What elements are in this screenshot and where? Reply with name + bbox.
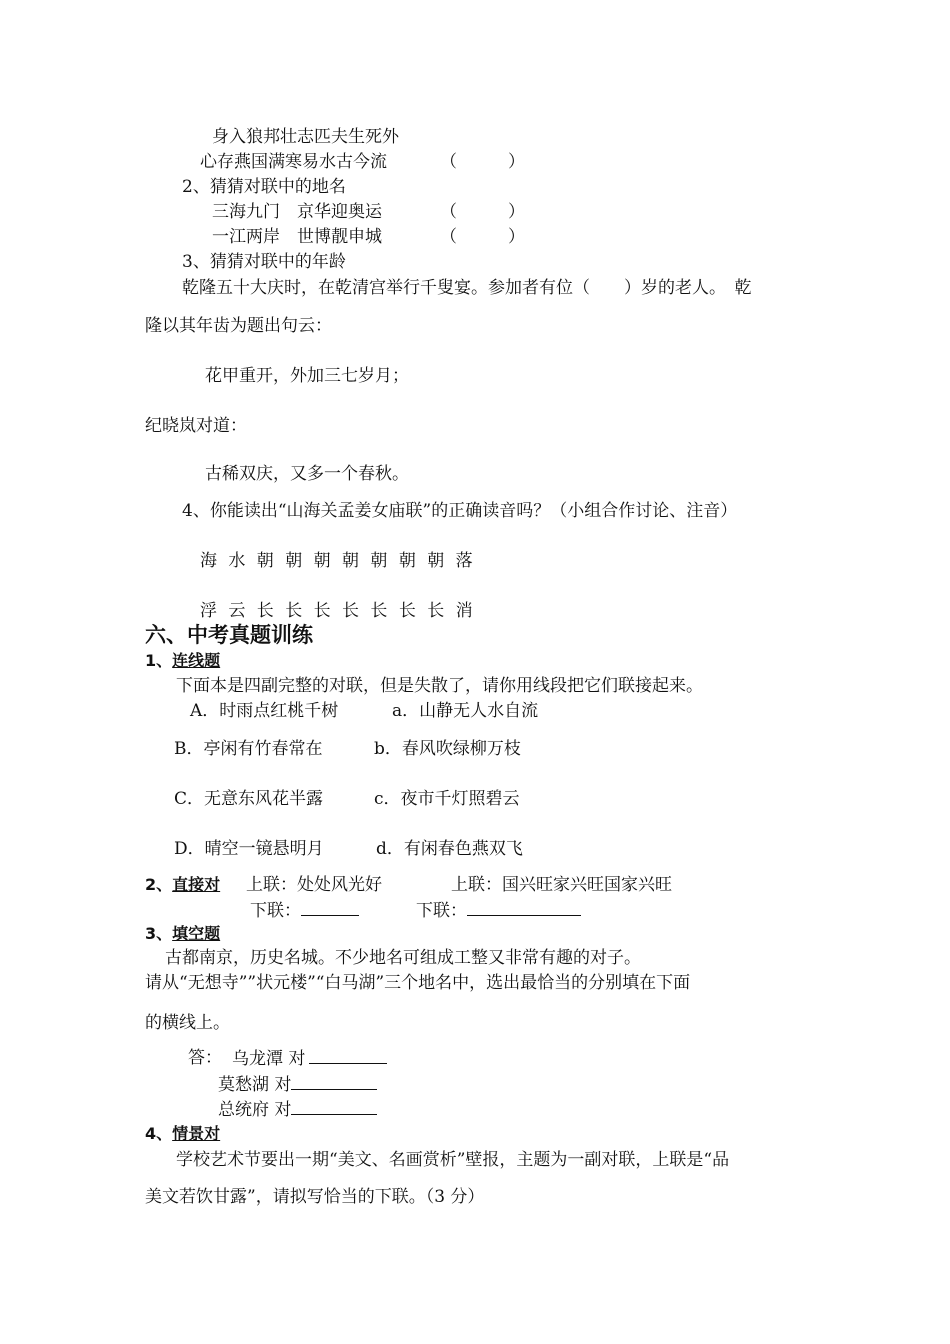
answer-blank[interactable] bbox=[467, 899, 581, 916]
answer-blank[interactable] bbox=[309, 1047, 387, 1064]
matching-left-item: B．亭闲有竹春常在 bbox=[174, 739, 323, 759]
fill-item bbox=[232, 1047, 387, 1070]
place-couplet-1: 三海九门 京华迎奥运 bbox=[212, 202, 382, 222]
fill-item bbox=[218, 1073, 377, 1096]
fill-item-label: 总统府 对 bbox=[218, 1100, 292, 1120]
fill-item-label: 乌龙潭 对 bbox=[232, 1049, 306, 1069]
matching-left-item: A．时雨点红桃千树 bbox=[190, 701, 339, 721]
matching-right-item: a．山静无人水自流 bbox=[392, 701, 539, 721]
direct-lower-2 bbox=[416, 899, 581, 922]
fill-text-2: 请从“无想寺””状元楼”“白马湖”三个地名中，选出最恰当的分别填在下面 bbox=[145, 973, 691, 993]
temple-couplet-lower: 浮 云 长 长 长 长 长 长 长 消 bbox=[200, 601, 476, 621]
lower-label: 下联： bbox=[250, 901, 301, 921]
fill-text-3: 的横线上。 bbox=[145, 1013, 230, 1033]
subsection-number: 3、 bbox=[145, 924, 173, 943]
matching-left-item: C．无意东风花半露 bbox=[174, 789, 324, 809]
subsection-title: 直接对 bbox=[172, 875, 221, 894]
answer-blank[interactable] bbox=[301, 899, 359, 916]
matching-right-item: d．有闲春色燕双飞 bbox=[376, 839, 523, 859]
fill-item-label: 莫愁湖 对 bbox=[218, 1075, 292, 1095]
subsection-number: 2、 bbox=[145, 875, 173, 894]
answer-blank[interactable] bbox=[291, 1098, 377, 1115]
fill-text-1: 古都南京，历史名城。不少地名可组成工整又非常有趣的对子。 bbox=[165, 948, 641, 968]
subsection-1-heading bbox=[145, 650, 220, 672]
scenario-text-1: 学校艺术节要出一期“美文、名画赏析”壁报，主题为一副对联，上联是“品 bbox=[176, 1150, 730, 1170]
matching-right-item: b．春风吹绿柳万枝 bbox=[374, 739, 521, 759]
lower-label: 下联： bbox=[416, 901, 467, 921]
subsection-4-heading bbox=[145, 1123, 220, 1145]
temple-couplet-upper: 海 水 朝 朝 朝 朝 朝 朝 朝 落 bbox=[200, 551, 476, 571]
question-3-title: 3、猜猜对联中的年龄 bbox=[182, 252, 346, 272]
direct-upper-2: 上联：国兴旺家兴旺国家兴旺 bbox=[451, 875, 672, 895]
fill-item bbox=[218, 1098, 377, 1121]
ji-xiaolan-line: 纪晓岚对道： bbox=[145, 416, 247, 436]
subsection-2-heading bbox=[145, 874, 220, 896]
subsection-title: 情景对 bbox=[172, 1124, 221, 1143]
subsection-number: 4、 bbox=[145, 1124, 173, 1143]
subsection-number: 1、 bbox=[145, 651, 173, 670]
scenario-text-2: 美文若饮甘露”，请拟写恰当的下联。（3 分） bbox=[145, 1187, 485, 1207]
age-couplet-lower: 古稀双庆，又多一个春秋。 bbox=[205, 464, 409, 484]
age-couplet-upper: 花甲重开，外加三七岁月； bbox=[205, 366, 409, 386]
subsection-title: 填空题 bbox=[172, 924, 221, 943]
answer-paren: （ ） bbox=[440, 202, 525, 222]
section-heading: 六、中考真题训练 bbox=[145, 623, 313, 647]
matching-left-item: D．晴空一镜悬明月 bbox=[174, 839, 324, 859]
couplet-upper-line: 身入狼邦壮志匹夫生死外 bbox=[212, 127, 399, 147]
matching-right-item: c．夜市千灯照碧云 bbox=[374, 789, 520, 809]
question-3-text: 乾隆五十大庆时，在乾清宫举行千叟宴。参加者有位（ ）岁的老人。 乾 bbox=[182, 278, 752, 298]
subsection-title: 连线题 bbox=[172, 651, 221, 670]
subsection-3-heading bbox=[145, 923, 220, 945]
answer-paren: （ ） bbox=[440, 227, 525, 247]
answer-blank[interactable] bbox=[291, 1073, 377, 1090]
question-4-title: 4、你能读出“山海关孟姜女庙联”的正确读音吗？（小组合作讨论、注音） bbox=[182, 501, 738, 521]
matching-intro: 下面本是四副完整的对联，但是失散了，请你用线段把它们联接起来。 bbox=[176, 676, 703, 696]
place-couplet-2: 一江两岸 世博靓申城 bbox=[212, 227, 382, 247]
couplet-lower-line: 心存燕国满寒易水古今流 bbox=[200, 152, 387, 172]
direct-lower-1 bbox=[250, 899, 359, 922]
question-3-text-cont: 隆以其年齿为题出句云： bbox=[145, 316, 332, 336]
direct-upper-1: 上联：处处风光好 bbox=[246, 875, 382, 895]
question-2-title: 2、猜猜对联中的地名 bbox=[182, 177, 346, 197]
answer-paren: （ ） bbox=[440, 152, 525, 172]
answer-label: 答： bbox=[188, 1048, 222, 1068]
